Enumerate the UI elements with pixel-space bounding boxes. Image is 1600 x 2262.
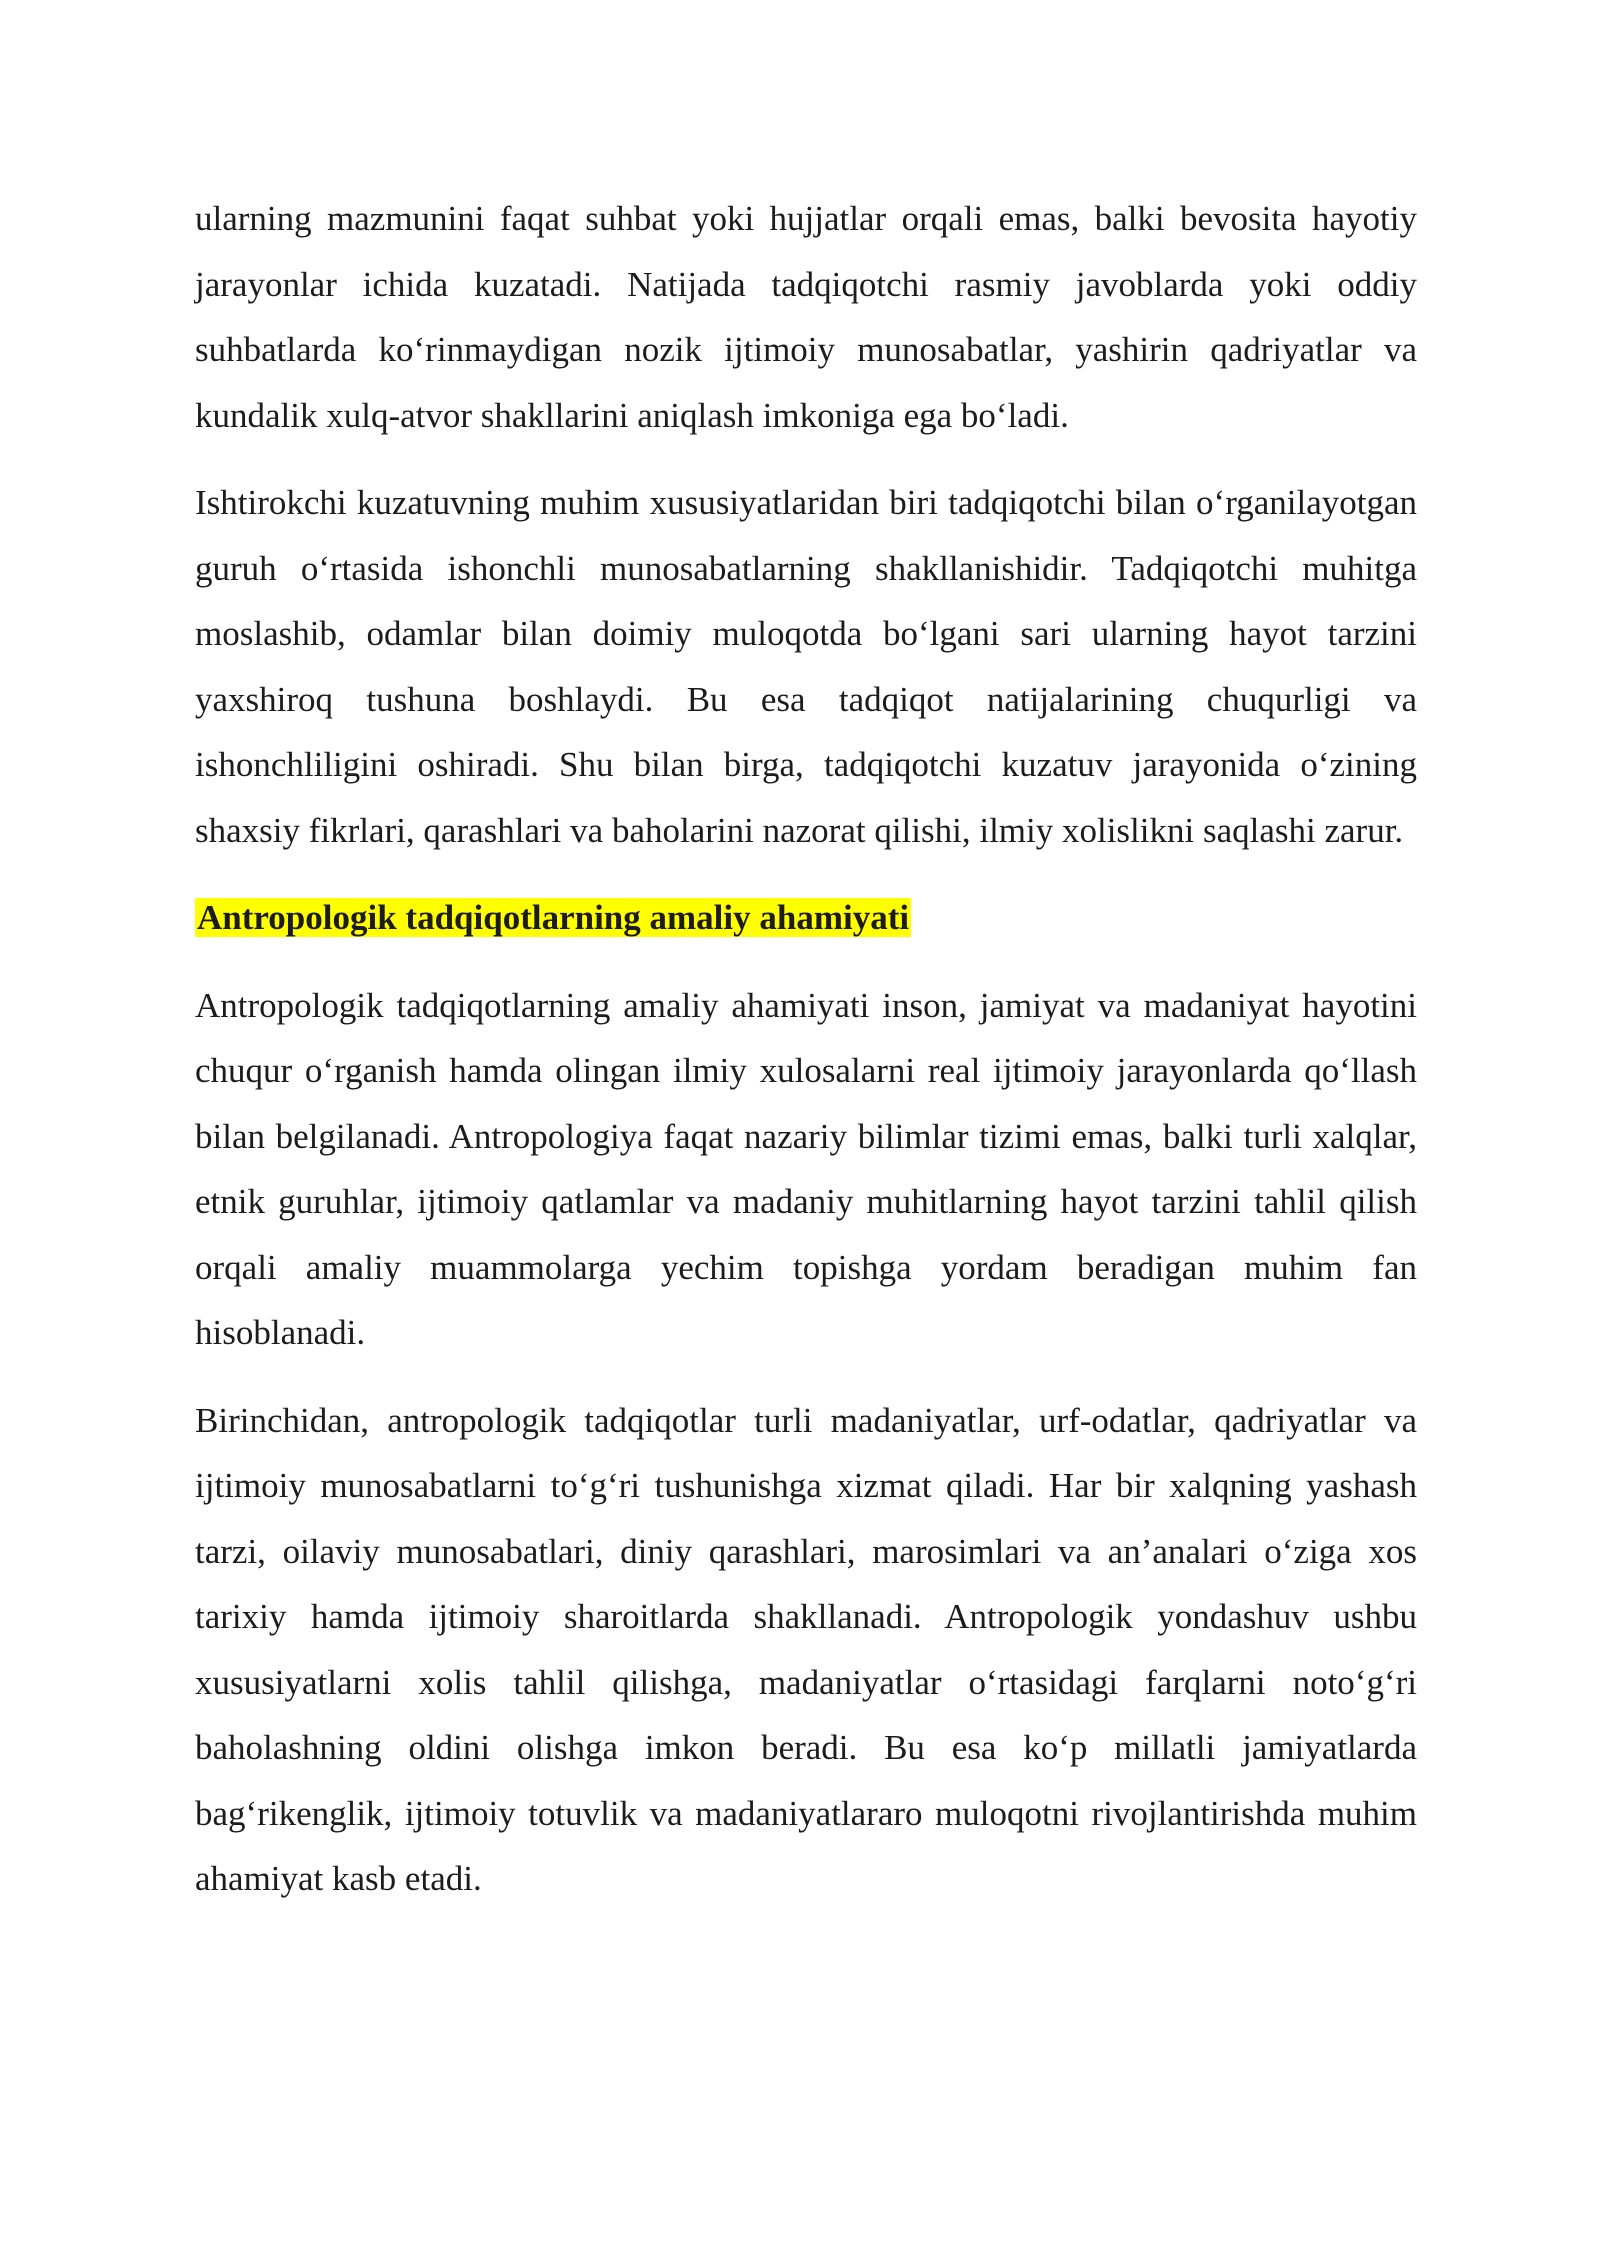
- paragraph-2: Ishtirokchi kuzatuvning muhim xususiyatlaridan biri tadqiqotchi bilan oʻrganilayotgan guruh oʻrtasida ishonchli munosabatlarning shakllanishidir. Tadqiqotchi muhitga moslashib, odamlar bilan doimiy muloqotda boʻlgani sari ularning hayot tarzini yaxshiroq tushuna boshlaydi. Bu esa tadqiqot natijalarining chuqurligi va ishonchliligini oshiradi. Shu bilan birga, tadqiqotchi kuzatuv jarayonida oʻzining shaxsiy fikrlari, qarashlari va baholarini nazorat qilishi, ilmiy xolislikni saqlashi zarur.: [195, 483, 1417, 850]
- paragraph-3: Antropologik tadqiqotlarning amaliy ahamiyati inson, jamiyat va madaniyat hayotini chuqur oʻrganish hamda olingan ilmiy xulosalarni real ijtimoiy jarayonlarda qoʻllash bilan belgilanadi. Antropologiya faqat nazariy bilimlar tizimi emas, balki turli xalqlar, etnik guruhlar, ijtimoiy qatlamlar va madaniy muhitlarning hayot tarzini tahlil qilish orqali amaliy muammolarga yechim topishga yordam beradigan muhim fan hisoblanadi.: [195, 985, 1417, 1352]
- paragraph-4: Birinchidan, antropologik tadqiqotlar turli madaniyatlar, urf-odatlar, qadriyatlar va ijtimoiy munosabatlarni toʻgʻri tushunishga xizmat qiladi. Har bir xalqning yashash tarzi, oilaviy munosabatlari, diniy qarashlari, marosimlari va an’analari oʻziga xos tarixiy hamda ijtimoiy sharoitlarda shakllanadi. Antropologik yondashuv ushbu xususiyatlarni xolis tahlil qilishga, madaniyatlar oʻrtasidagi farqlarni notoʻgʻri baholashning oldini olishga imkon beradi. Bu esa koʻp millatli jamiyatlarda bagʻrikenglik, ijtimoiy totuvlik va madaniyatlararo muloqotni rivojlantirishda muhim ahamiyat kasb etadi.: [195, 1400, 1417, 1898]
- highlighted-heading-text: Antropologik tadqiqotlarning amaliy ahamiyati: [197, 898, 910, 937]
- section-heading: [195, 885, 1417, 951]
- paragraph-1: ularning mazmunini faqat suhbat yoki hujjatlar orqali emas, balki bevosita hayotiy jarayonlar ichida kuzatadi. Natijada tadqiqotchi rasmiy javoblarda yoki oddiy suhbatlarda koʻrinmaydigan nozik ijtimoiy munosabatlar, yashirin qadriyatlar va kundalik xulq-atvor shakllarini aniqlash imkoniga ega boʻladi.: [195, 199, 1417, 435]
- document-body: [195, 186, 1417, 1934]
